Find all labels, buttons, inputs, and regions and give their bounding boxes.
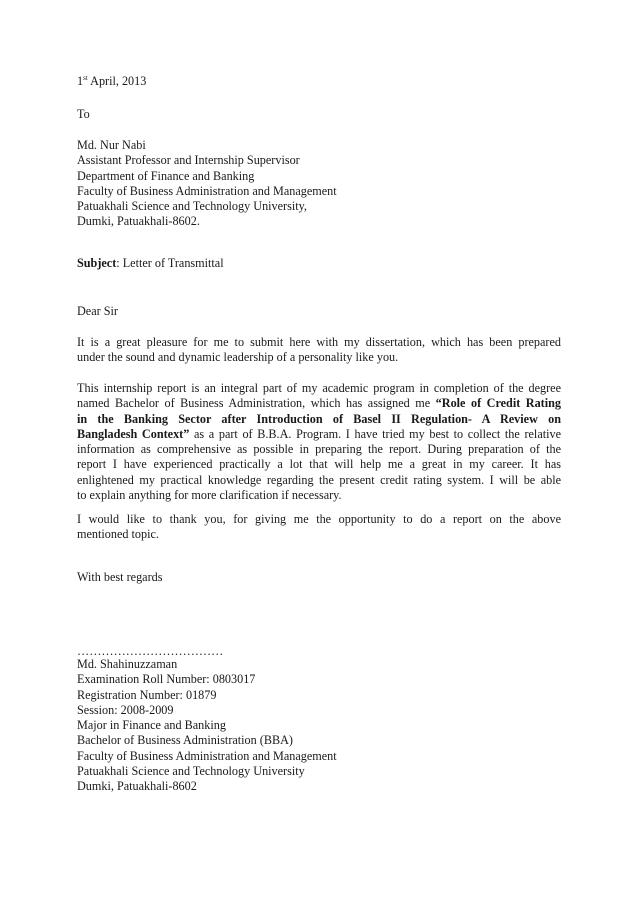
sender-university: Patuakhali Science and Technology University (77, 764, 305, 779)
report-title-middle: in the Banking Sector after Introduction of Basel II Regulation- A Review on (77, 411, 561, 426)
sender-registration: Registration Number: 01879 (77, 687, 217, 702)
report-title-start: “Role of Credit Rating (435, 396, 561, 411)
sender-faculty: Faculty of Business Administration and Management (77, 748, 337, 763)
paragraph-2-line (77, 412, 561, 427)
paragraph-3-line: mentioned topic. (77, 527, 159, 542)
paragraph-1 (77, 335, 561, 366)
sender-name: Md. Shahinuzzaman (77, 657, 178, 671)
paragraph-3-line: I would like to thank you, for giving me the opportunity to do a report on the above (77, 512, 561, 526)
subject-label: Subject (77, 256, 117, 270)
paragraph-2-line: Bangladesh Context” as a part of B.B.A. Program. I have tried my best to collect the relative (77, 426, 562, 441)
date-rest: April, 2013 (87, 74, 147, 88)
paragraph-2-line: named Bachelor of Business Administration, which has assigned me “Role of Credit Rating (77, 396, 561, 411)
recipient-location: Dumki, Patuakhali-8602. (77, 214, 200, 229)
date-day: 1 (77, 74, 84, 88)
sender-roll: Examination Roll Number: 0803017 (77, 672, 256, 687)
recipient-title: Assistant Professor and Internship Supervisor (77, 153, 300, 168)
paragraph-2-line: This internship report is an integral part of my academic program in completion of the degree (77, 381, 561, 395)
signature-line: ……………………………… (77, 644, 224, 658)
subject-line (77, 256, 561, 271)
paragraph-3 (77, 512, 561, 543)
sender-session: Session: 2008-2009 (77, 702, 174, 717)
sender-details (77, 657, 561, 795)
subject-text: : Letter of Transmittal (116, 256, 224, 270)
letter-date (77, 74, 561, 89)
salutation: Dear Sir (77, 304, 118, 318)
sender-location: Dumki, Patuakhali-8602 (77, 779, 197, 794)
paragraph-2-line: to explain anything for more clarification if necessary. (77, 488, 342, 503)
closing: With best regards (77, 570, 163, 584)
paragraph-1-line: under the sound and dynamic leadership of a personality like you. (77, 350, 399, 365)
recipient-faculty: Faculty of Business Administration and Management (77, 183, 337, 198)
report-title-end: Bangladesh Context” (77, 426, 190, 441)
recipient-university: Patuakhali Science and Technology University, (77, 199, 307, 214)
recipient-name: Md. Nur Nabi (77, 138, 146, 152)
recipient-address (77, 138, 561, 230)
paragraph-2-line: enlightened my practical knowledge regarding the present credit rating system. I will be able (77, 472, 561, 487)
paragraph-2-line: information as comprehensive as possible in preparing the report. During preparation of the (77, 442, 561, 457)
paragraph-2 (77, 381, 561, 503)
sender-degree: Bachelor of Business Administration (BBA) (77, 733, 293, 748)
paragraph-1-line: It is a great pleasure for me to submit here with my dissertation, which has been prepared (77, 335, 561, 349)
paragraph-2-line: report I have experienced practically a lot that will help me a great in my career. It has (77, 457, 561, 472)
date-suffix: st (83, 74, 88, 82)
sender-major: Major in Finance and Banking (77, 718, 226, 733)
recipient-department: Department of Finance and Banking (77, 168, 255, 183)
to-label: To (77, 107, 90, 121)
